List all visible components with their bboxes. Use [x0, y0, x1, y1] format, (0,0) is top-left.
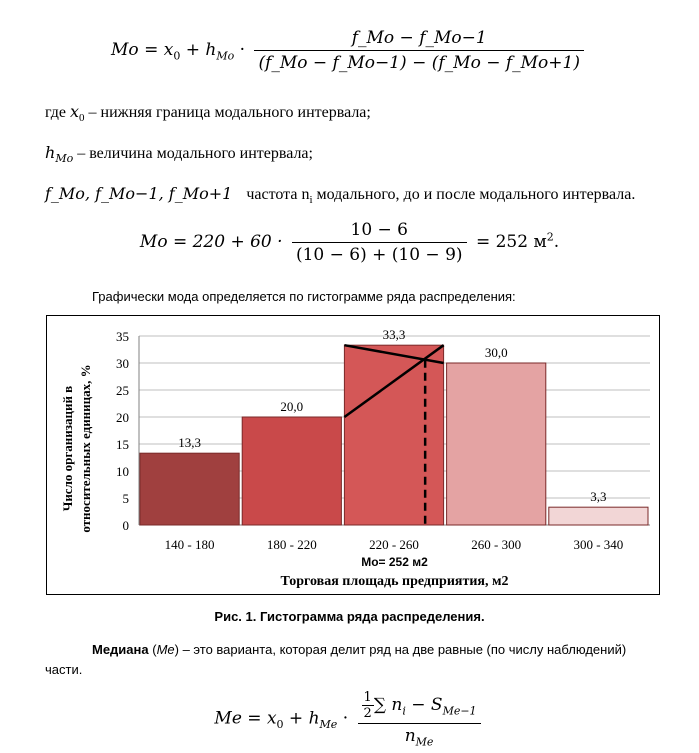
s-subscript: Me−1	[442, 704, 477, 718]
bar-value-label: 30,0	[484, 345, 508, 360]
y-tick-label: 10	[116, 464, 129, 479]
mode-numerator: f_Mo − f_Mo−1	[254, 28, 584, 51]
mode-fraction	[254, 28, 584, 73]
histogram-bar	[549, 507, 648, 525]
h-symbol: h	[45, 143, 56, 162]
x0-symbol: x	[163, 40, 174, 60]
h-subscript: Mo	[216, 49, 235, 63]
histogram-bar	[140, 453, 239, 525]
median-den-symbol: n	[404, 726, 416, 746]
y-tick-label: 15	[116, 437, 129, 452]
median-plus-h: + h	[283, 708, 320, 729]
median-definition	[92, 642, 626, 657]
mode-formula	[0, 28, 699, 73]
histogram-chart	[46, 315, 660, 595]
mode-label: Mo= 252 м2	[361, 555, 428, 569]
median-fraction	[358, 690, 481, 748]
half-fraction	[362, 690, 374, 721]
histogram-svg	[47, 316, 659, 594]
sum-subscript: i	[402, 704, 406, 718]
median-h-subscript: Me	[319, 718, 338, 732]
median-paren: (	[148, 642, 157, 657]
x0-subscript: 0	[173, 49, 181, 63]
histogram-intro: Графически мода определяется по гистограмме ряда распределения:	[92, 289, 516, 304]
bar-value-label: 13,3	[178, 435, 201, 451]
x0-subscript: 0	[79, 112, 85, 125]
median-dot: ·	[337, 708, 349, 729]
h-symbol: h	[205, 40, 217, 60]
half-numerator: 1	[363, 690, 372, 705]
x-tick-label: 180 - 220	[266, 537, 317, 552]
x-tick-label: 220 - 260	[369, 537, 419, 552]
definition-h	[45, 143, 313, 165]
calc-numerator: 10 − 6	[292, 220, 467, 243]
median-definition-line2: части.	[45, 662, 83, 677]
median-description: ) – это варианта, которая делит ряд на две равные (по числу наблюдений)	[174, 642, 627, 657]
y-axis-title-line2: относительных единицах, %	[78, 364, 93, 533]
y-axis-title-line1: Число организаций в	[60, 385, 75, 512]
calc-result: = 252 м	[475, 232, 547, 252]
histogram-bar	[447, 363, 546, 525]
histogram-bar	[242, 417, 341, 525]
x-tick-label: 140 - 180	[164, 537, 215, 552]
x-tick-label: 260 - 300	[471, 537, 522, 552]
median-term: Медиана	[92, 642, 149, 657]
y-tick-label: 35	[116, 329, 129, 344]
y-tick-label: 0	[122, 518, 129, 533]
y-tick-label: 30	[116, 356, 129, 371]
median-symbol: Me	[156, 642, 175, 657]
h-description: – величина модального интервала;	[73, 145, 313, 162]
median-denominator	[358, 724, 481, 748]
dot-operator: ·	[239, 40, 246, 60]
y-tick-label: 5	[122, 491, 129, 506]
sum-part: ∑ n	[373, 695, 403, 715]
x0-description: – нижняя граница модального интервала;	[84, 104, 371, 121]
definition-x0	[45, 102, 371, 124]
f-description-rest: модального, до и после модального интервала.	[312, 186, 636, 203]
where-prefix: где	[45, 104, 71, 121]
f-description: частота n	[246, 186, 310, 203]
y-tick-label: 25	[116, 383, 129, 398]
x-axis-title: Торговая площадь предприятия, м2	[280, 574, 509, 589]
median-lhs: Me = x	[214, 708, 277, 729]
calc-fraction	[292, 220, 467, 265]
equals-sign: =	[144, 40, 159, 60]
median-numerator	[358, 690, 481, 724]
x0-symbol: x	[70, 102, 80, 121]
plus-sign: +	[185, 40, 200, 60]
minus-s: − S	[405, 695, 443, 715]
mode-calculation	[0, 220, 699, 265]
median-den-subscript: Me	[415, 735, 434, 749]
median-x0-subscript: 0	[276, 718, 284, 732]
histogram-bar	[344, 345, 443, 525]
mode-symbol: Mo	[111, 40, 139, 60]
y-tick-label: 20	[116, 410, 129, 425]
bar-value-label: 20,0	[280, 399, 304, 414]
bar-value-label: 3,3	[590, 489, 607, 505]
calc-lhs: Mo = 220 + 60 ·	[139, 232, 283, 252]
f-subscript: i	[309, 194, 313, 207]
calc-denominator: (10 − 6) + (10 − 9)	[295, 245, 463, 265]
calc-result-exponent: 2	[546, 230, 554, 244]
x-tick-label: 300 - 340	[573, 537, 624, 552]
h-subscript: Mo	[55, 152, 74, 166]
definition-f	[45, 184, 635, 206]
half-denominator: 2	[363, 706, 372, 721]
mode-denominator: (f_Mo − f_Mo−1) − (f_Mo − f_Mo+1)	[258, 53, 580, 73]
median-formula	[0, 690, 699, 748]
f-symbols: f_Mo, f_Mo−1, f_Mo+1	[45, 184, 233, 203]
calc-result-period: .	[553, 232, 560, 252]
bar-value-label: 33,3	[382, 327, 406, 343]
figure-caption: Рис. 1. Гистограмма ряда распределения.	[214, 609, 485, 624]
